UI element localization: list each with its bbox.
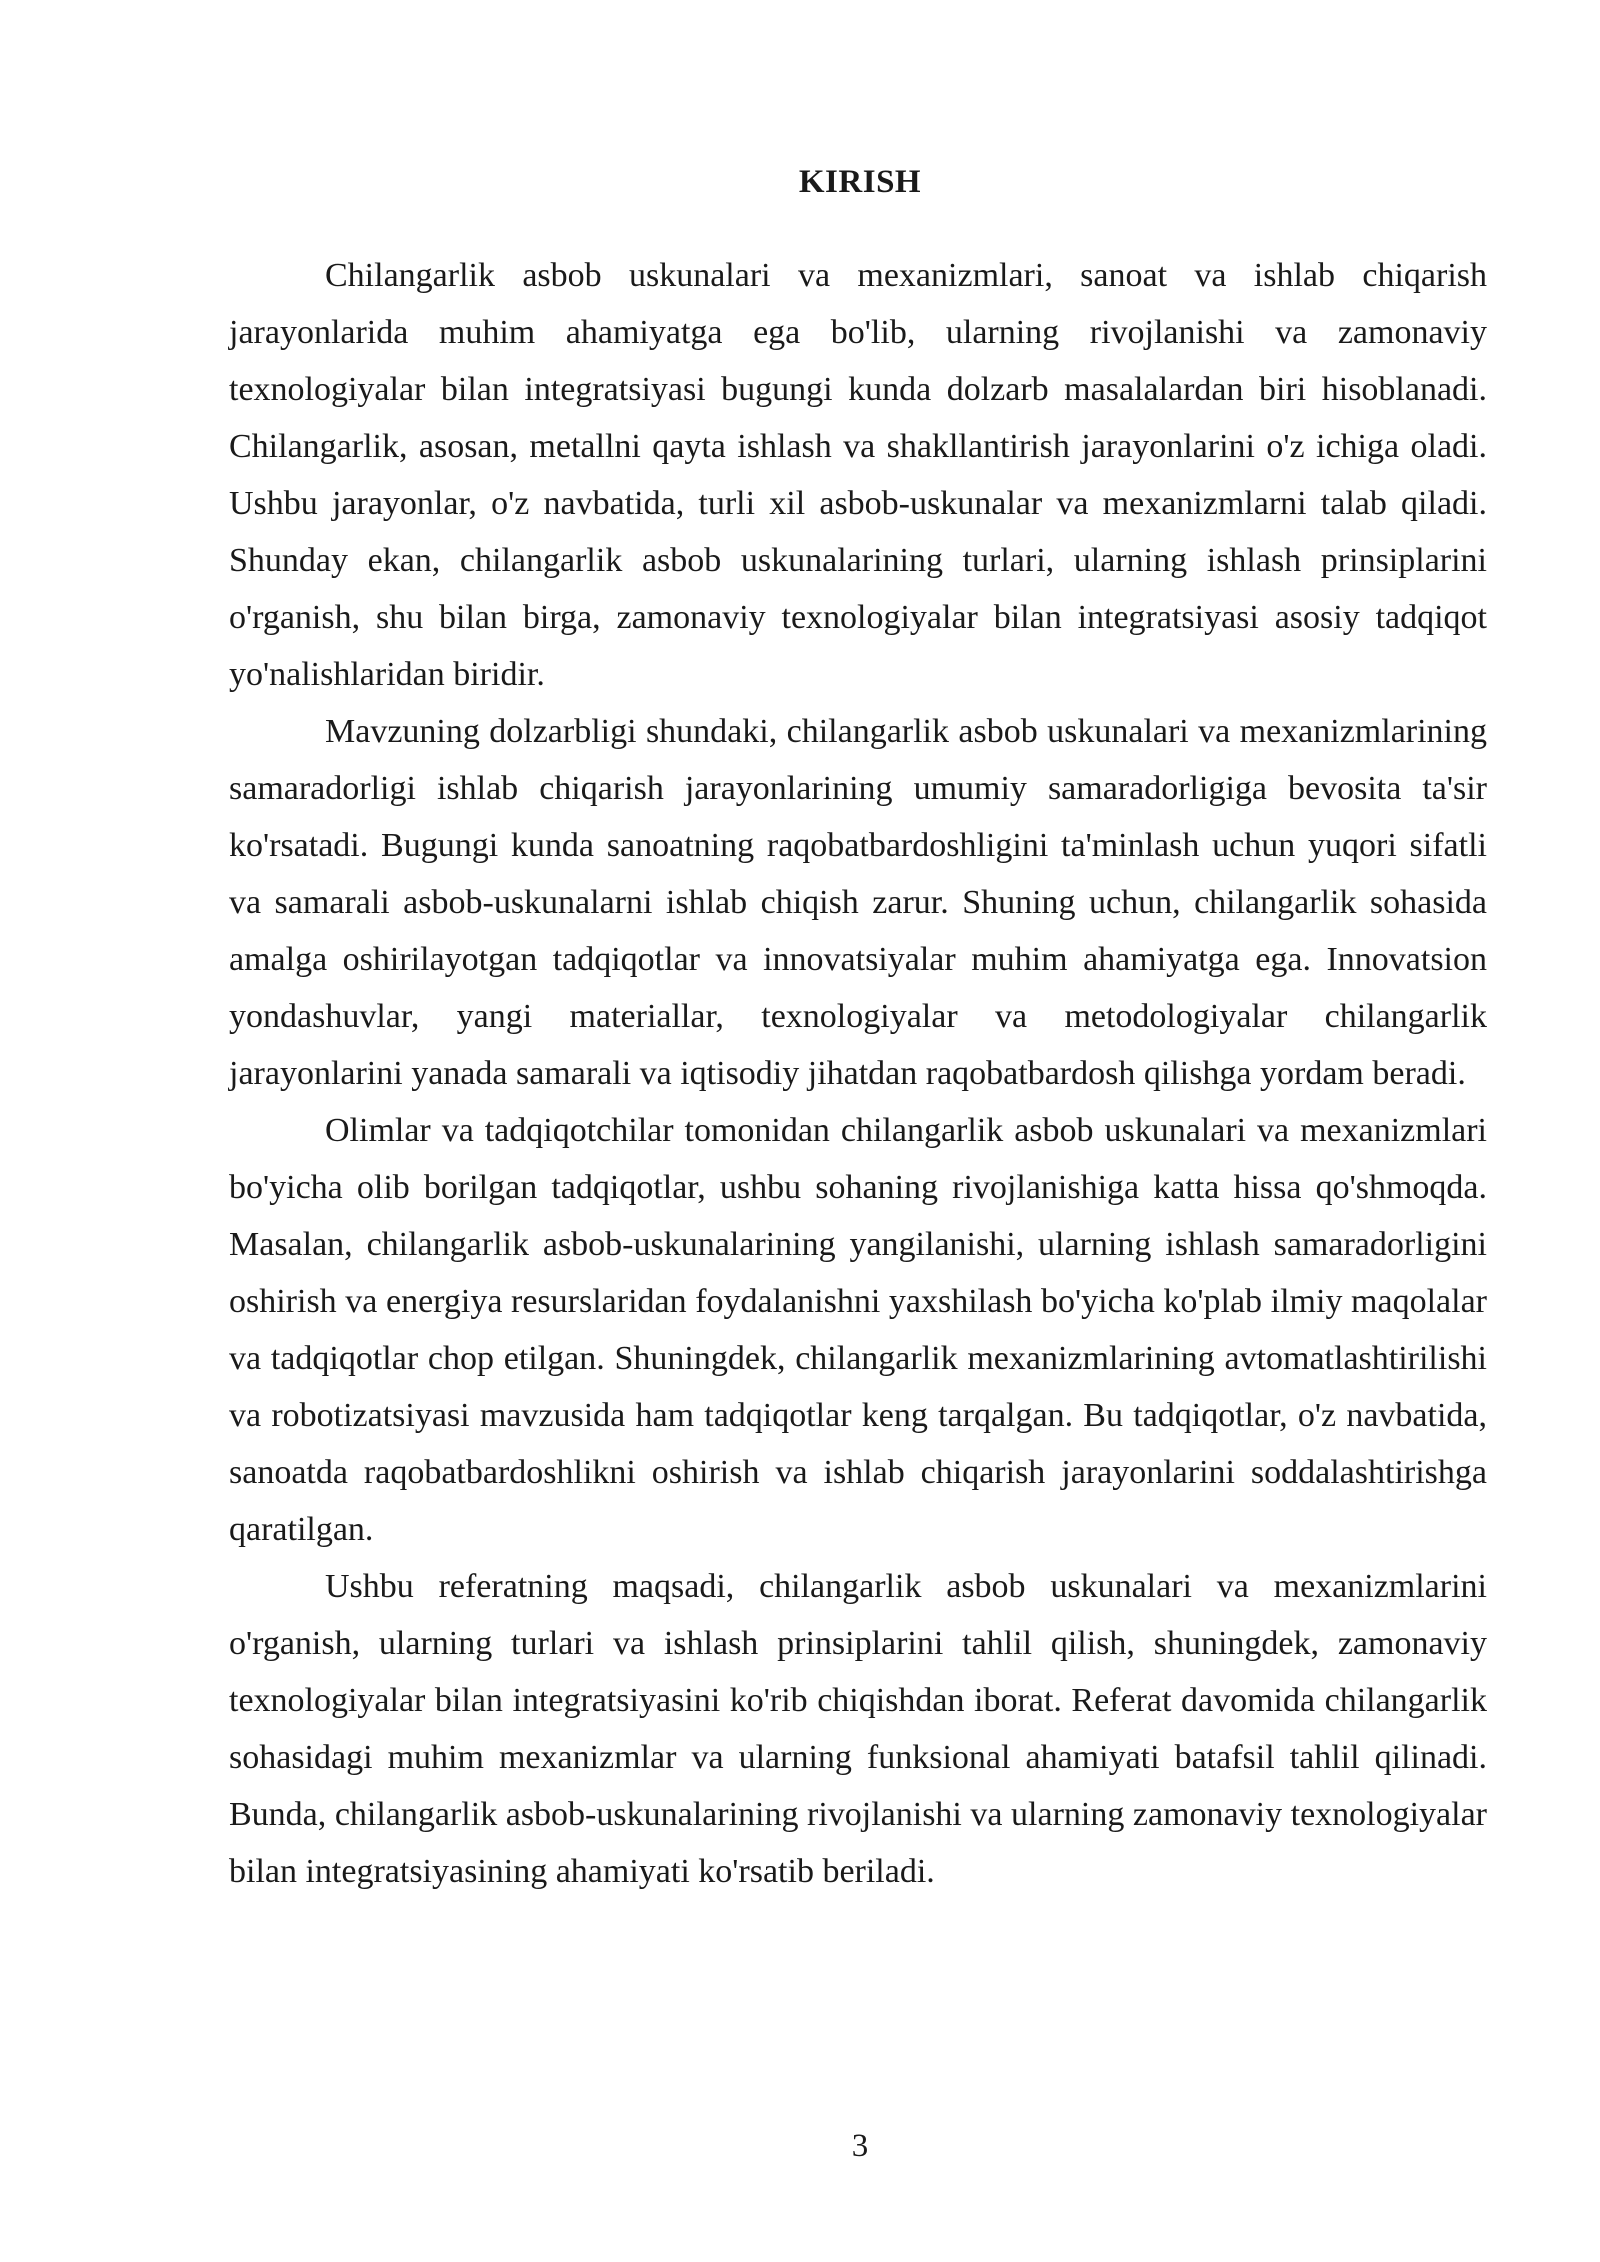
- page-title: KIRISH: [798, 164, 922, 200]
- body-text: [229, 247, 1487, 1900]
- paragraph-2: Mavzuning dolzarbligi shundaki, chilangarlik asbob uskunalari va mexanizmlarining samaradorligi ishlab chiqarish jarayonlarining umumiy samaradorligiga bevosita ta'sir ko'rsatadi. Bugungi kunda sanoatning raqobatbardoshligini ta'minlash uchun yuqori sifatli va samarali asbob-uskunalarni ishlab chiqish zarur. Shuning uchun, chilangarlik sohasida amalga oshirilayotgan tadqiqotlar va innovatsiyalar muhim ahamiyatga ega. Innovatsion yondashuvlar, yangi materiallar, texnologiyalar va metodologiyalar chilangarlik jarayonlarini yanada samarali va iqtisodiy jihatdan raqobatbardosh qilishga yordam beradi.: [229, 713, 1487, 1092]
- paragraph-1: Chilangarlik asbob uskunalari va mexanizmlari, sanoat va ishlab chiqarish jarayonlarida muhim ahamiyatga ega bo'lib, ularning rivojlanishi va zamonaviy texnologiyalar bilan integratsiyasi bugungi kunda dolzarb masalalardan biri hisoblanadi. Chilangarlik, asosan, metallni qayta ishlash va shakllantirish jarayonlarini o'z ichiga oladi. Ushbu jarayonlar, o'z navbatida, turli xil asbob-uskunalar va mexanizmlarni talab qiladi. Shunday ekan, chilangarlik asbob uskunalarining turlari, ularning ishlash prinsiplarini o'rganish, shu bilan birga, zamonaviy texnologiyalar bilan integratsiyasi asosiy tadqiqot yo'nalishlaridan biridir.: [229, 257, 1487, 693]
- paragraph-4: Ushbu referatning maqsadi, chilangarlik asbob uskunalari va mexanizmlarini o'rganish, ularning turlari va ishlash prinsiplarini tahlil qilish, shuningdek, zamonaviy texnologiyalar bilan integratsiyasini ko'rib chiqishdan iborat. Referat davomida chilangarlik sohasidagi muhim mexanizmlar va ularning funksional ahamiyati batafsil tahlil qilinadi. Bunda, chilangarlik asbob-uskunalarining rivojlanishi va ularning zamonaviy texnologiyalar bilan integratsiyasining ahamiyati ko'rsatib beriladi.: [229, 1568, 1487, 1890]
- page-number: 3: [851, 2128, 869, 2164]
- paragraph-3: Olimlar va tadqiqotchilar tomonidan chilangarlik asbob uskunalari va mexanizmlari bo'yicha olib borilgan tadqiqotlar, ushbu sohaning rivojlanishiga katta hissa qo'shmoqda. Masalan, chilangarlik asbob-uskunalarining yangilanishi, ularning ishlash samaradorligini oshirish va energiya resurslaridan foydalanishni yaxshilash bo'yicha ko'plab ilmiy maqolalar va tadqiqotlar chop etilgan. Shuningdek, chilangarlik mexanizmlarining avtomatlashtirilishi va robotizatsiyasi mavzusida ham tadqiqotlar keng tarqalgan. Bu tadqiqotlar, o'z navbatida, sanoatda raqobatbardoshlikni oshirish va ishlab chiqarish jarayonlarini soddalashtirishga qaratilgan.: [229, 1112, 1487, 1548]
